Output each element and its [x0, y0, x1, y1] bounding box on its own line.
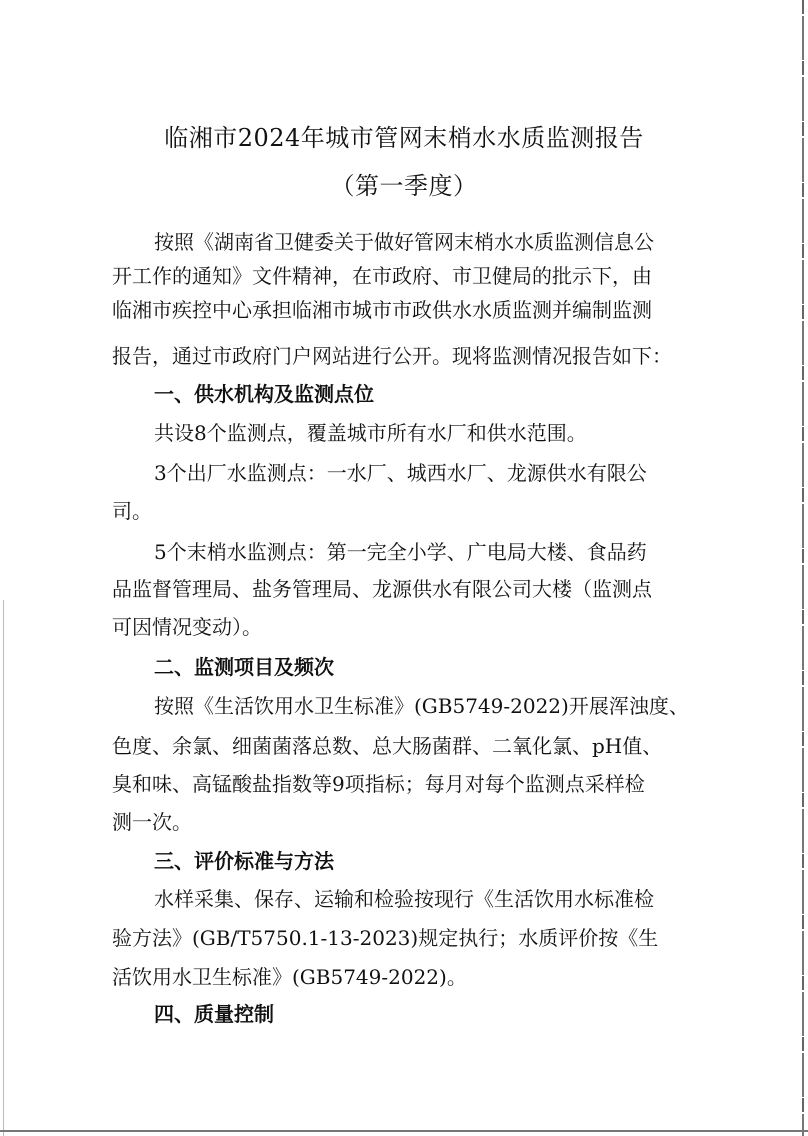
- paragraph-line: 5个末梢水监测点：第一完全小学、广电局大楼、食品药: [154, 540, 647, 564]
- section-heading: 三、评价标准与方法: [154, 849, 334, 873]
- paragraph-line: 司。: [112, 499, 152, 523]
- paragraph-line: 共设8个监测点，覆盖城市所有水厂和供水范围。: [154, 421, 587, 445]
- paragraph-line: 验方法》(GB/T5750.1-13-2023)规定执行；水质评价按《生: [112, 926, 659, 950]
- paragraph-line: 活饮用水卫生标准》(GB5749-2022)。: [112, 965, 467, 989]
- paragraph-line: 臭和味、高锰酸盐指数等9项指标；每月对每个监测点采样检: [112, 772, 645, 796]
- paragraph-line: 临湘市疾控中心承担临湘市城市市政供水水质监测并编制监测: [112, 298, 652, 322]
- paragraph-line: 按照《生活饮用水卫生标准》(GB5749-2022)开展浑浊度、: [154, 694, 689, 718]
- paragraph-line: 报告，通过市政府门户网站进行公开。现将监测情况报告如下：: [112, 344, 672, 368]
- paragraph-line: 开工作的通知》文件精神，在市政府、市卫健局的批示下，由: [112, 264, 652, 288]
- document-subtitle: （第一季度）: [330, 172, 478, 200]
- scan-edge-left: [3, 600, 4, 1136]
- paragraph-line: 可因情况变动）。: [112, 615, 262, 639]
- section-heading: 一、供水机构及监测点位: [154, 382, 374, 406]
- section-heading: 二、监测项目及频次: [154, 655, 334, 679]
- section-heading: 四、质量控制: [154, 1002, 274, 1026]
- scan-edge-bottom: [0, 1130, 808, 1132]
- paragraph-line: 测一次。: [112, 810, 192, 834]
- paragraph-line: 水样采集、保存、运输和检验按现行《生活饮用水标准检: [154, 887, 654, 911]
- paragraph-line: 3个出厂水监测点：一水厂、城西水厂、龙源供水有限公: [154, 461, 647, 485]
- paragraph-line: 色度、余氯、细菌菌落总数、总大肠菌群、二氧化氯、pH值、: [112, 734, 663, 758]
- document-title: 临湘市2024年城市管网末梢水水质监测报告: [164, 124, 644, 152]
- paragraph-line: 品监督管理局、盐务管理局、龙源供水有限公司大楼（监测点: [112, 577, 652, 601]
- paragraph-line: 按照《湖南省卫健委关于做好管网末梢水水质监测信息公: [154, 230, 654, 254]
